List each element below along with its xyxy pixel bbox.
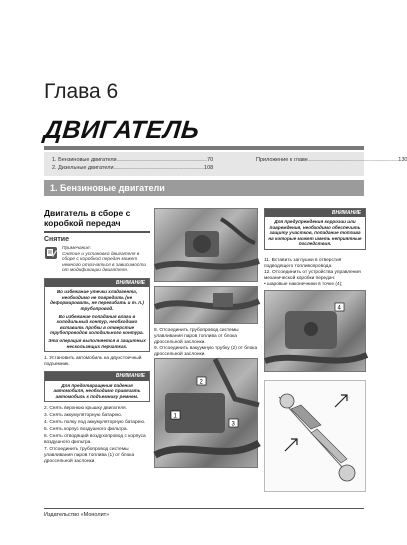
ball-joint-drawing — [265, 381, 367, 493]
engine-photo-hoses — [154, 286, 258, 324]
engine-photo-drawing — [155, 209, 259, 283]
text-column-left — [44, 208, 150, 466]
publisher-footer: Издательство «Монолит» — [44, 512, 110, 518]
note-icon — [44, 246, 58, 260]
warning-label: ВНИМАНИЕ — [265, 209, 365, 217]
procedure-step: 11. Вставить заглушки в отверстия подводящего топливопровода. — [264, 258, 342, 269]
title-divider — [44, 146, 364, 150]
contents-leader: ........................................................................................ — [307, 157, 399, 163]
callout-label: 1 — [173, 413, 177, 420]
gearbox-photo — [264, 290, 366, 372]
procedure-step: 7. Отсоединить трубопровод системы улавливания паров топлива (1) от блока дроссельной заслонки. — [44, 447, 135, 465]
warning-body — [45, 381, 149, 402]
warning-body — [45, 287, 149, 351]
callout-label: 2 — [199, 379, 203, 386]
warning-box — [44, 371, 150, 402]
engine-photo-throttle — [154, 208, 258, 282]
gearbox-photo-drawing — [265, 291, 367, 373]
contents-entry[interactable] — [256, 156, 407, 164]
procedure-step: 5. Снять корпус воздушного фильтра. — [44, 427, 128, 433]
warning-label: ВНИМАНИЕ — [45, 279, 149, 287]
removal-heading: Снятие — [44, 235, 69, 243]
note-label: Примечание: — [62, 245, 91, 251]
contents-entry-page: 130 — [398, 157, 407, 163]
procedure-step: 8. Отсоединить трубопровод системы улавливания паров топлива от блока дроссельной заслонки. — [154, 328, 239, 345]
section-title: 1. Бензиновые двигатели — [50, 183, 165, 193]
warning-box — [264, 208, 366, 250]
procedure-step: 2. Снять верхнюю крышку двигателя. — [44, 406, 127, 412]
warning-paragraph: Эта операция выполняется в защитных нескользящих перчатках. — [48, 338, 146, 349]
procedure-step: • шаровые наконечники в точке (4); — [264, 282, 343, 287]
contents-column-right — [256, 156, 407, 164]
warning-label: ВНИМАНИЕ — [45, 372, 149, 380]
ball-joint-illustration — [264, 380, 366, 492]
warning-paragraph: Для предотвращения падения автомобиля, необходимо привязать автомобиль к подъемнику ремнем. — [53, 382, 141, 399]
engine-photo-drawing — [155, 359, 259, 469]
contents-column-left — [52, 156, 212, 172]
chapter-contents — [44, 152, 407, 176]
subsection-divider — [44, 231, 150, 233]
warning-paragraph: Во избежание попадания влаги в холодильный контур, необходимо вставить пробки в отверстие трубопроводов холодильного контура. — [50, 313, 144, 336]
contents-leader: ........................................................................................ — [116, 157, 208, 163]
text-column-right-upper — [264, 258, 366, 288]
warning-box — [44, 278, 150, 352]
engine-photo-fuel-rail — [154, 358, 258, 468]
procedure-step: 9. Отсоединить вакуумную трубку (2) от блока дроссельной заслонки. — [154, 346, 258, 357]
contents-entry-label: 1. Бензиновые двигатели — [52, 157, 117, 163]
contents-entry[interactable] — [52, 156, 212, 164]
contents-entry-page: 70 — [207, 157, 214, 163]
contents-entry-label: Приложение к главе — [256, 157, 308, 163]
contents-entry-page: 108 — [204, 165, 214, 171]
contents-entry-label: 2. Дизельные двигатели — [52, 165, 114, 171]
subsection-title: Двигатель в сборе с коробкой передач — [44, 208, 131, 228]
chapter-title: ДВИГАТЕЛЬ — [42, 116, 201, 144]
procedure-step: 3. Снять аккумуляторную батарею. — [44, 413, 123, 419]
chapter-label: Глава 6 — [44, 80, 119, 103]
footer-divider — [44, 508, 364, 509]
section-header — [44, 180, 364, 196]
callout-label: 3 — [231, 421, 235, 428]
callout-label: 4 — [337, 305, 341, 312]
note-body: Снятие и установка двигателя в сборе с коробкой передач может немного отличаться в зависимости от модификации двигателя. — [62, 251, 146, 274]
warning-paragraph: Во избежание утечки хладагента, необходимо не повредить (не деформировать, не перегибать и т. п.) трубопровод. — [50, 289, 144, 312]
warning-paragraph: Для предупреждения коррозии или повреждения, необходимо обеспечить защиту участков, попадание топлива на которые может иметь неприятные последствия. — [268, 219, 362, 247]
procedure-step: 6. Снять отводящий воздухопровод с корпуса воздушного фильтра. — [44, 434, 146, 446]
note-text — [62, 246, 150, 274]
warning-body — [265, 217, 365, 249]
procedure-step: 4. Снять полку под аккумуляторную батарею. — [44, 420, 146, 426]
note-block — [44, 246, 150, 274]
procedure-step: 12. Отсоединить от устройства управления механической коробки передач: — [264, 270, 361, 281]
contents-leader: ........................................................................................ — [113, 165, 205, 171]
engine-photo-drawing — [155, 287, 259, 325]
procedure-step: 1. Установить автомобиль на двухстоечный подъемник. — [44, 356, 142, 368]
contents-entry[interactable] — [52, 164, 212, 172]
